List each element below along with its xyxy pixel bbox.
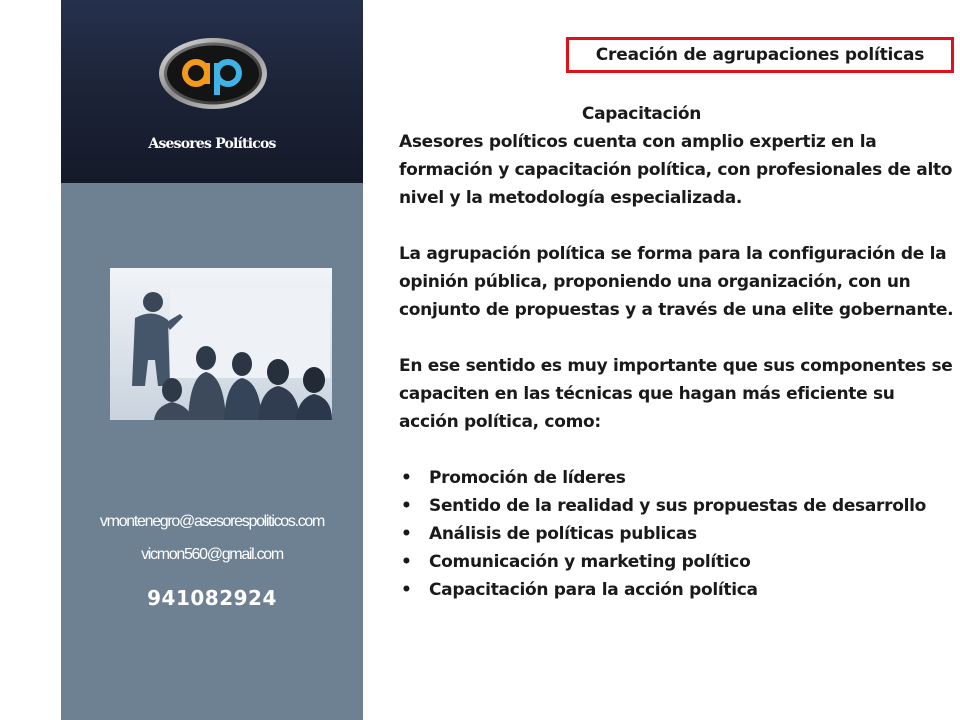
- presentation-photo: [110, 268, 332, 420]
- brand-name: Asesores Políticos: [148, 136, 276, 152]
- intro-paragraph: [399, 128, 954, 212]
- list-item: [399, 492, 954, 520]
- page-title-box: [566, 37, 954, 73]
- contact-email-secondary[interactable]: vicmon560@gmail.com: [141, 546, 283, 563]
- list-item-label: Análisis de políticas publicas: [429, 524, 697, 544]
- bullet-icon: •: [401, 468, 412, 488]
- list-item-label: Comunicación y marketing político: [429, 552, 751, 572]
- sidebar-header: [61, 0, 363, 183]
- section-title: Capacitación: [581, 104, 702, 124]
- page-title: Creación de agrupaciones políticas: [595, 45, 925, 65]
- list-item-label: Promoción de líderes: [429, 468, 626, 488]
- bullet-icon: •: [401, 524, 412, 544]
- paragraph-sentido: En ese sentido es muy importante que sus componentes se capaciten en las técnicas que hagan más eficiente su acción política, como:: [399, 356, 953, 432]
- logo: [158, 37, 268, 110]
- list-item: [399, 464, 954, 492]
- bullet-icon: •: [401, 496, 412, 516]
- list-item: [399, 548, 954, 576]
- sidebar: [61, 0, 363, 720]
- list-item: [399, 520, 954, 548]
- list-item-label: Sentido de la realidad y sus propuestas de desarrollo: [429, 496, 927, 516]
- bullet-list: [399, 464, 954, 604]
- contact-phone: 941082924: [147, 586, 277, 610]
- intro-strong: Asesores políticos: [399, 132, 568, 152]
- list-item-label: Capacitación para la acción política: [429, 580, 758, 600]
- contact-email-primary[interactable]: vmontenegro@asesorespoliticos.com: [99, 513, 325, 530]
- bullet-icon: •: [401, 552, 412, 572]
- paragraph-agrupacion: La agrupación política se forma para la configuración de la opinión pública, proponiendo una organización, con un conjunto de propuestas y a través de una elite gobernante.: [399, 244, 954, 320]
- list-item: [399, 576, 954, 604]
- intro-text: cuenta con amplio expertiz en la formación y capacitación política, con profesionales de alto nivel y la metodología especializada.: [399, 132, 953, 208]
- main-content: [399, 100, 954, 604]
- bullet-icon: •: [401, 580, 412, 600]
